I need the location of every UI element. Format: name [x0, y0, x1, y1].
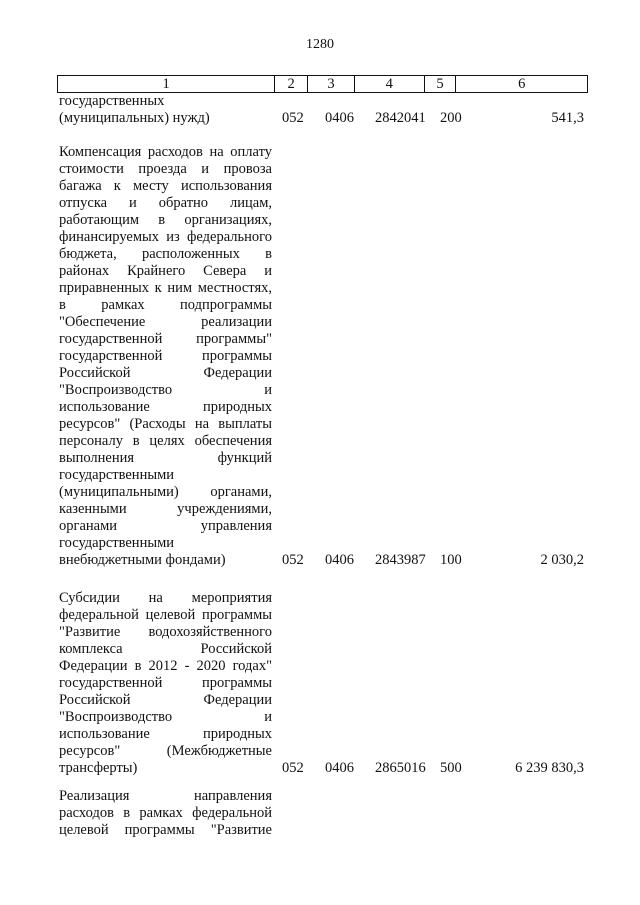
row-sum: 2 030,2 [540, 552, 584, 568]
description-line: персоналу в целях обеспечения [59, 433, 272, 449]
description-line: в рамках подпрограммы [59, 297, 272, 313]
row-sum: 6 239 830,3 [515, 760, 584, 776]
row-ved: 052 [282, 760, 304, 776]
description-line: Российской Федерации [59, 365, 272, 381]
row-rz: 0406 [325, 552, 354, 568]
description-line: отпуска и обратно лицам, [59, 195, 272, 211]
row-cs: 2865016 [375, 760, 426, 776]
description-line: трансферты) [59, 760, 138, 776]
header-col-2: 2 [275, 76, 308, 92]
description-line: выполнения функций [59, 450, 272, 466]
description-line: расходов в рамках федеральной [59, 805, 272, 821]
row-cs: 2842041 [375, 110, 426, 126]
header-col-4: 4 [355, 76, 425, 92]
description-line: (муниципальными) органами, [59, 484, 272, 500]
row-description [59, 144, 272, 569]
description-line: органами управления [59, 518, 272, 534]
description-line: приравненных к ним местностях, [59, 280, 272, 296]
description-line: Российской Федерации [59, 692, 272, 708]
description-line: "Воспроизводство и [59, 382, 272, 398]
description-line: комплекса Российской [59, 641, 272, 657]
description-line: (муниципальных) нужд) [59, 110, 210, 126]
row-rz: 0406 [325, 760, 354, 776]
description-line: государственными [59, 535, 175, 551]
description-line: использование природных [59, 726, 272, 742]
row-vr: 500 [440, 760, 462, 776]
row-description [59, 788, 272, 839]
page-number: 1280 [306, 37, 334, 52]
row-ved: 052 [282, 552, 304, 568]
description-line: государственной программы [59, 675, 272, 691]
header-col-5: 5 [425, 76, 457, 92]
description-line: государственных [59, 93, 165, 109]
row-ved: 052 [282, 110, 304, 126]
row-cs: 2843987 [375, 552, 426, 568]
description-line: "Обеспечение реализации [59, 314, 272, 330]
description-line: стоимости проезда и провоза [59, 161, 272, 177]
description-line: бюджета, расположенных в [59, 246, 272, 262]
row-description [59, 590, 272, 777]
description-line: багажа к месту использования [59, 178, 272, 194]
description-line: "Развитие водохозяйственного [59, 624, 272, 640]
row-vr: 100 [440, 552, 462, 568]
header-col-6: 6 [518, 76, 526, 92]
row-vr: 200 [440, 110, 462, 126]
description-line: ресурсов" (Межбюджетные [59, 743, 272, 759]
header-col-3: 3 [308, 76, 355, 92]
description-line: Федерации в 2012 - 2020 годах" [59, 658, 272, 674]
description-line: использование природных [59, 399, 272, 415]
row-sum: 541,3 [551, 110, 584, 126]
description-line: Компенсация расходов на оплату [59, 144, 272, 160]
description-line: Реализация направления [59, 788, 272, 804]
description-line: федеральной целевой программы [59, 607, 272, 623]
description-line: государственной программы" [59, 331, 272, 347]
table-header [57, 75, 588, 93]
description-line: казенными учреждениями, [59, 501, 272, 517]
header-col-1: 1 [58, 76, 275, 92]
description-line: ресурсов" (Расходы на выплаты [59, 416, 272, 432]
row-description [59, 93, 272, 127]
description-line: работающим в организациях, [59, 212, 272, 228]
description-line: целевой программы "Развитие [59, 822, 272, 838]
description-line: внебюджетными фондами) [59, 552, 226, 568]
description-line: Субсидии на мероприятия [59, 590, 272, 606]
description-line: государственной программы [59, 348, 272, 364]
description-line: государственными [59, 467, 175, 483]
description-line: районах Крайнего Севера и [59, 263, 272, 279]
description-line: "Воспроизводство и [59, 709, 272, 725]
row-rz: 0406 [325, 110, 354, 126]
description-line: финансируемых из федерального [59, 229, 272, 245]
